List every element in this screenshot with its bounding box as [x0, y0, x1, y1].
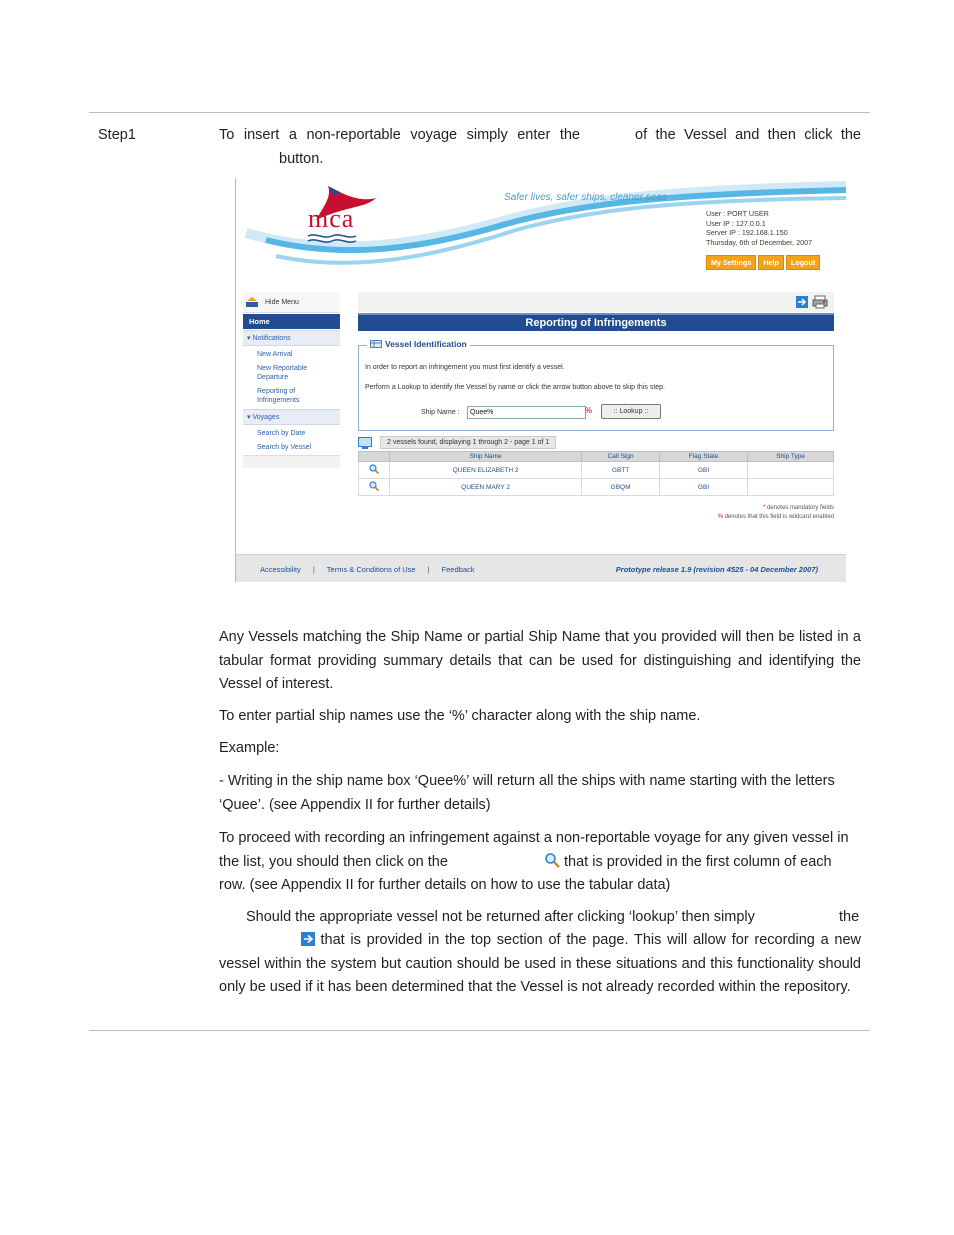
paragraph-example: - Writing in the ship name box ‘Quee%’ will return all the ships with name starting with the letters ‘Quee’. (see Appendix II for further details) [219, 773, 835, 813]
footer-link-feedback[interactable]: Feedback [441, 565, 475, 574]
footer-links [260, 565, 474, 574]
top-buttons [706, 255, 820, 270]
hide-menu-label: Hide Menu [265, 298, 299, 306]
magnifier-icon[interactable] [369, 464, 379, 474]
user-info-line: User : PORT USER [706, 209, 769, 218]
paragraph-not-returned [219, 929, 861, 1000]
user-info-line: Server IP : 192.168.1.150 [706, 228, 788, 237]
fieldset-instruction-1: In order to report an infringement you must first identify a vessel. [365, 364, 565, 371]
sidebar-bottom [243, 455, 340, 468]
skip-arrow-icon [301, 932, 315, 946]
paragraph-proceed-a: To proceed with recording an infringement against a non-reportable voyage for any given vessel in the list, you should then click on the [219, 830, 849, 870]
column-header-call-sign[interactable]: Call Sign [582, 452, 660, 462]
ship-name-input[interactable]: Quee% [467, 406, 586, 419]
footer-separator: | [427, 565, 430, 574]
user-info-line: User IP : 127.0.0.1 [706, 218, 766, 228]
mca-logo-text: mca [308, 204, 355, 233]
paragraph-proceed [219, 827, 861, 898]
sidebar-section-notifications[interactable] [243, 330, 340, 346]
footer-link-terms[interactable]: Terms & Conditions of Use [326, 565, 416, 574]
paragraph-example-label: Example: [219, 740, 280, 756]
paragraph-not-returned-a: Should the appropriate vessel not be returned after clicking ‘lookup’ then simply [246, 909, 755, 925]
sidebar-item-search-by-vessel[interactable]: Search by Vessel [257, 444, 312, 451]
app-tagline: Safer lives, safer ships, cleaner seas [504, 192, 667, 203]
step-text-part2: of the Vessel and then click the [635, 127, 861, 143]
table-header-row [359, 452, 834, 462]
user-info [706, 209, 812, 247]
call-sign-cell: GBTT [582, 462, 660, 479]
paragraph-partial-names: To enter partial ship names use the ‘%’ character along with the ship name. [219, 708, 701, 724]
results-table [358, 451, 834, 496]
ship-name-label: Ship Name : [421, 409, 460, 416]
column-header-ship-type[interactable]: Ship Type [748, 452, 834, 462]
column-header-ship-name[interactable]: Ship Name [390, 452, 582, 462]
flag-state-cell: GBI [659, 479, 747, 496]
paragraph-not-returned-line1 [246, 906, 755, 930]
page-toolbar [358, 292, 834, 312]
paragraph-not-returned-the: the [839, 909, 860, 925]
ship-type-cell [748, 462, 834, 479]
user-info-line: Thursday, 6th of December, 2007 [706, 237, 813, 247]
table-row [359, 479, 834, 496]
paragraph-not-returned-b: that is provided in the top section of the page. This will allow for recording a new vessel within the system but caution should be used in these situations and this functionality should only be used if it has been determined that the Vessel is not already recorded within the repository. [219, 932, 862, 995]
table-icon [370, 340, 382, 348]
wildcard-marker: % [585, 406, 593, 415]
ship-name-cell: QUEEN ELIZABETH 2 [390, 462, 582, 479]
wildcard-note-text: denotes that this field is wildcard enabled [722, 514, 834, 520]
main-content [358, 292, 834, 496]
wildcard-note [358, 513, 834, 522]
sidebar-section-voyages[interactable] [243, 409, 340, 425]
app-footer [236, 554, 846, 582]
magnifier-icon [544, 852, 560, 868]
table-row [359, 462, 834, 479]
paragraph-proceed-b: that is provided in the first column of each row. (see Appendix II for further details on how to use the tabular data) [219, 853, 832, 893]
step-text-part1: To insert a non-reportable voyage simply enter the [219, 127, 580, 143]
chevron-down-icon: ▾ [247, 414, 253, 421]
fieldset-instruction-2: Perform a Lookup to identify the Vessel by name or click the arrow button above to skip this step. [365, 384, 665, 391]
fieldset-legend-label: Vessel Identification [385, 339, 467, 349]
help-button[interactable]: Help [758, 255, 784, 270]
select-vessel-cell[interactable] [359, 479, 390, 496]
sidebar-menu [243, 292, 340, 468]
lookup-button[interactable]: :: Lookup :: [601, 404, 661, 419]
page-title: Reporting of Infringements [358, 313, 834, 331]
monitor-icon [358, 437, 372, 449]
top-rule [89, 112, 870, 113]
fieldset-legend [367, 339, 470, 349]
footer-separator: | [312, 565, 315, 574]
column-header-select [359, 452, 390, 462]
call-sign-cell: GBQM [582, 479, 660, 496]
vessel-identification-fieldset [358, 339, 834, 431]
mandatory-note-text: denotes mandatory fields [765, 505, 834, 511]
mandatory-note [358, 504, 834, 513]
field-notes [358, 504, 834, 522]
wildcard-mark: % [717, 514, 723, 520]
paragraph-vessels-listed: Any Vessels matching the Ship Name or partial Ship Name that you provided will then be listed in a tabular format providing summary details that can be used for distinguishing and identifying the Vessel of interest. [219, 629, 861, 692]
sidebar-item-new-reportable-departure[interactable]: New Reportable Departure [257, 365, 308, 381]
skip-arrow-icon[interactable] [796, 296, 808, 308]
ship-type-cell [748, 479, 834, 496]
sidebar-section-label: Voyages [252, 414, 280, 421]
sidebar-item-new-arrival[interactable]: New Arrival [257, 351, 293, 358]
my-settings-button[interactable]: My Settings [706, 255, 756, 270]
step-label: Step1 [98, 127, 136, 143]
sidebar-item-reporting-of-infringements[interactable]: Reporting of Infringements [257, 388, 300, 404]
footer-link-accessibility[interactable]: Accessibility [260, 565, 301, 574]
results-summary: 2 vessels found, displaying 1 through 2 - page 1 of 1 [380, 436, 556, 449]
select-vessel-cell[interactable] [359, 462, 390, 479]
column-header-flag-state[interactable]: Flag State [659, 452, 747, 462]
magnifier-icon[interactable] [369, 481, 379, 491]
bottom-rule [89, 1030, 870, 1031]
ship-name-cell: QUEEN MARY 2 [390, 479, 582, 496]
hide-menu-toggle[interactable] [243, 292, 340, 313]
step-text-line2: button. [279, 151, 324, 167]
flag-state-cell: GBI [659, 462, 747, 479]
hide-menu-icon [245, 296, 259, 308]
printer-icon[interactable] [812, 295, 828, 309]
release-info: Prototype release 1.9 (revision 4525 - 04 December 2007) [615, 565, 818, 574]
results-bar [358, 436, 834, 449]
logout-button[interactable]: Logout [786, 255, 820, 270]
sidebar-item-home[interactable]: Home [243, 314, 340, 329]
sidebar-section-label: Notifications [252, 335, 291, 342]
sidebar-item-search-by-date[interactable]: Search by Date [257, 430, 306, 437]
mandatory-mark: * [762, 505, 766, 511]
chevron-down-icon: ▾ [247, 335, 253, 342]
app-screenshot [235, 178, 846, 582]
